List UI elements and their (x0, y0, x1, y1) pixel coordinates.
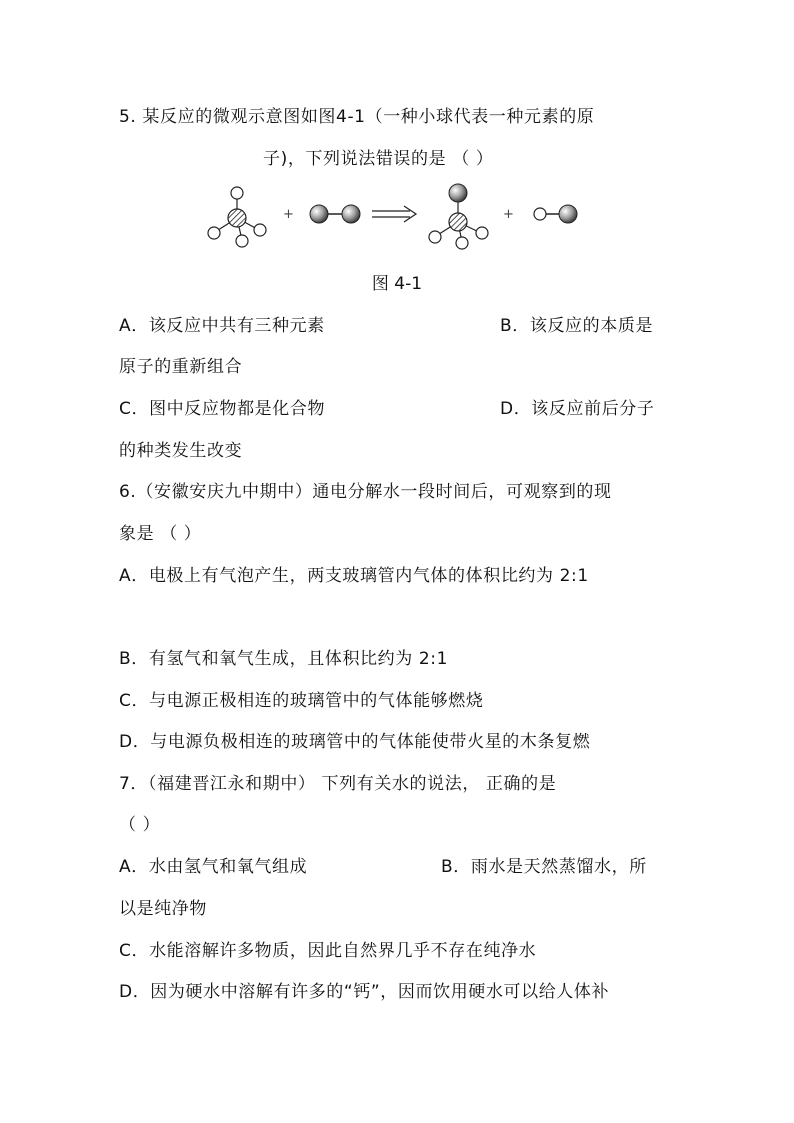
small-atom (534, 208, 546, 220)
small-atom (456, 237, 468, 249)
q7-option-c: C．水能溶解许多物质，因此自然界几乎不存在纯净水 (119, 941, 537, 961)
q5-stem-line1: 5. 某反应的微观示意图如图4-1（一种小球代表一种元素的原 (119, 107, 595, 127)
product-molecule-1 (429, 184, 488, 249)
small-atom (208, 227, 220, 239)
q5-option-c: C．图中反应物都是化合物 (119, 399, 326, 419)
q6-option-b: B．有氢气和氧气生成，且体积比约为 2:1 (119, 649, 449, 669)
q5-option-a: A．该反应中共有三种元素 (119, 316, 325, 336)
q7-stem-line2: （ ） (119, 815, 161, 835)
hatched-atom (228, 209, 246, 227)
reaction-arrow-icon (372, 206, 416, 222)
q5-option-d: D．该反应前后分子 (500, 399, 655, 419)
grey-atom (342, 205, 360, 223)
hatched-atom (449, 213, 467, 231)
reactant-molecule-2 (310, 205, 360, 223)
q7-option-b-continued: 以是纯净物 (119, 899, 207, 919)
small-atom (231, 187, 243, 199)
q7-option-d: D．因为硬水中溶解有许多的“钙”，因而饮用硬水可以给人体补 (119, 982, 610, 1002)
plus-sign: + (503, 207, 514, 222)
q5-option-b: B．该反应的本质是 (500, 316, 654, 336)
q6-option-d: D．与电源负极相连的玻璃管中的气体能使带火星的木条复燃 (119, 732, 591, 752)
plus-sign: + (283, 207, 294, 222)
small-atom (429, 231, 441, 243)
grey-atom (449, 184, 467, 202)
figure-caption: 图 4-1 (371, 274, 423, 294)
reactant-molecule-1 (208, 187, 266, 247)
q5-stem-line2: 子)，下列说法错误的是 （ ） (263, 149, 494, 169)
reaction-diagram (200, 178, 600, 250)
q6-stem-line2: 象是 （ ） (119, 524, 202, 544)
q7-option-a: A．水由氢气和氧气组成 (119, 857, 308, 877)
grey-atom (559, 205, 577, 223)
small-atom (236, 235, 248, 247)
small-atom (254, 224, 266, 236)
q5-option-b-continued: 原子的重新组合 (119, 357, 243, 377)
q6-stem-line1: 6.（安徽安庆九中期中）通电分解水一段时间后，可观察到的现 (119, 482, 612, 502)
q5-option-d-continued: 的种类发生改变 (119, 441, 243, 461)
q6-option-a: A．电极上有气泡产生，两支玻璃管内气体的体积比约为 2:1 (119, 566, 589, 586)
small-atom (476, 227, 488, 239)
grey-atom (310, 205, 328, 223)
q7-stem-line1: 7．（福建晋江永和期中） 下列有关水的说法， 正确的是 (119, 774, 557, 794)
product-molecule-2 (534, 205, 577, 223)
q6-option-c: C．与电源正极相连的玻璃管中的气体能够燃烧 (119, 691, 484, 711)
q7-option-b: B．雨水是天然蒸馏水，所 (441, 857, 647, 877)
